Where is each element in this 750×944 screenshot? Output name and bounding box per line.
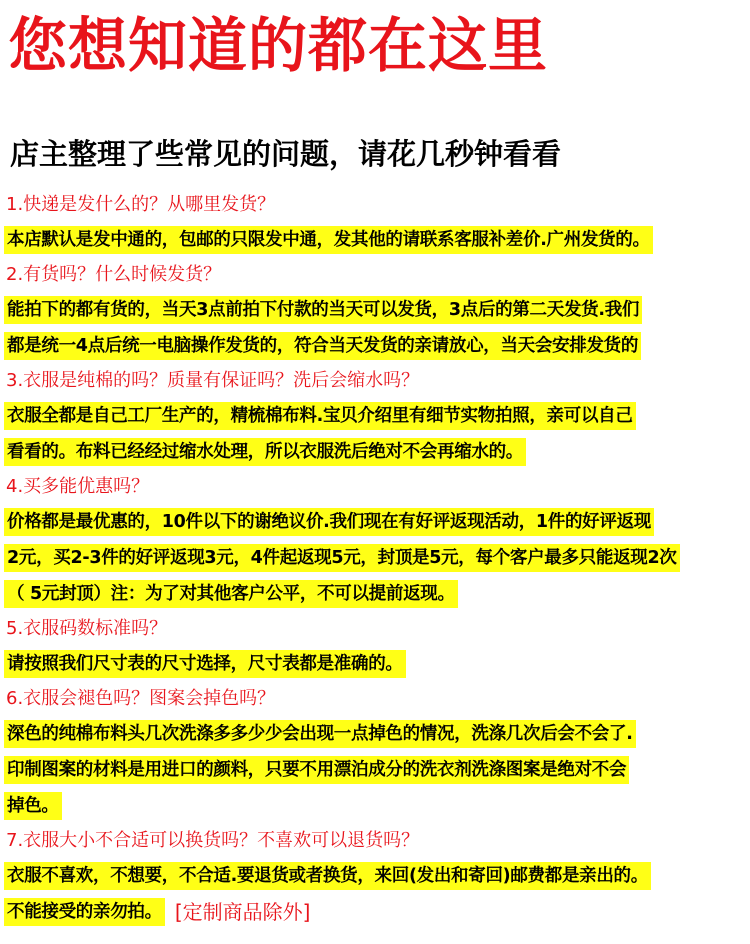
question-1: 1.快递是发什么的？从哪里发货？ bbox=[6, 194, 276, 215]
faq-item-4 bbox=[4, 470, 748, 612]
answer-3 bbox=[4, 398, 748, 470]
answer-3-line-2: 看看的。布料已经经过缩水处理，所以衣服洗后绝对不会再缩水的。 bbox=[4, 438, 526, 466]
answer-1-line-1: 本店默认是发中通的，包邮的只限发中通，发其他的请联系客服补差价.广州发货的。 bbox=[4, 226, 653, 254]
page-title: 您想知道的都在这里 bbox=[8, 11, 549, 80]
faq-item-2 bbox=[4, 258, 748, 364]
answer-6-line-3: 掉色。 bbox=[4, 792, 62, 820]
question-4: 4.买多能优惠吗？ bbox=[6, 476, 150, 497]
answer-7-line-1: 衣服不喜欢，不想要，不合适.要退货或者换货，来回(发出和寄回)邮费都是亲出的。 bbox=[4, 862, 651, 890]
faq-item-5 bbox=[4, 612, 748, 682]
faq-item-7 bbox=[4, 824, 748, 930]
answer-3-line-1: 衣服全都是自己工厂生产的，精梳棉布料.宝贝介绍里有细节实物拍照，亲可以自己 bbox=[4, 402, 636, 430]
answer-4 bbox=[4, 504, 748, 612]
faq-item-6 bbox=[4, 682, 748, 824]
faq-item-3 bbox=[4, 364, 748, 470]
answer-4-line-3: （ 5元封顶）注：为了对其他客户公平，不可以提前返现。 bbox=[4, 580, 458, 608]
page-subtitle: 店主整理了些常见的问题，请花几秒钟看看 bbox=[10, 137, 562, 171]
answer-6-line-1: 深色的纯棉布料头几次洗涤多多少少会出现一点掉色的情况，洗涤几次后会不会了. bbox=[4, 720, 636, 748]
custom-goods-note: [定制商品除外] bbox=[174, 900, 311, 924]
answer-7-line-2: 不能接受的亲勿拍。 bbox=[4, 898, 165, 926]
question-5: 5.衣服码数标准吗？ bbox=[6, 618, 168, 639]
answer-6-line-2: 印制图案的材料是用进口的颜料，只要不用漂泊成分的洗衣剂洗涤图案是绝对不会 bbox=[4, 756, 629, 784]
answer-5-line-1: 请按照我们尺寸表的尺寸选择，尺寸表都是准确的。 bbox=[4, 650, 406, 678]
faq-item-1 bbox=[4, 188, 748, 258]
question-3: 3.衣服是纯棉的吗？质量有保证吗？洗后会缩水吗？ bbox=[6, 370, 420, 391]
question-6: 6.衣服会褪色吗？图案会掉色吗？ bbox=[6, 688, 276, 709]
answer-4-line-1: 价格都是最优惠的，10件以下的谢绝议价.我们现在有好评返现活动，1件的好评返现 bbox=[4, 508, 654, 536]
answer-5 bbox=[4, 646, 748, 682]
answer-6 bbox=[4, 716, 748, 824]
faq-list bbox=[4, 188, 748, 930]
question-7: 7.衣服大小不合适可以换货吗？不喜欢可以退货吗？ bbox=[6, 830, 420, 851]
question-2: 2.有货吗？什么时候发货？ bbox=[6, 264, 222, 285]
answer-1 bbox=[4, 222, 748, 258]
answer-2-line-2: 都是统一4点后统一电脑操作发货的，符合当天发货的亲请放心，当天会安排发货的 bbox=[4, 332, 641, 360]
answer-2 bbox=[4, 292, 748, 364]
answer-4-line-2: 2元，买2-3件的好评返现3元，4件起返现5元，封顶是5元，每个客户最多只能返现2次 bbox=[4, 544, 680, 572]
answer-2-line-1: 能拍下的都有货的，当天3点前拍下付款的当天可以发货，3点后的第二天发货.我们 bbox=[4, 296, 642, 324]
answer-7 bbox=[4, 858, 748, 930]
